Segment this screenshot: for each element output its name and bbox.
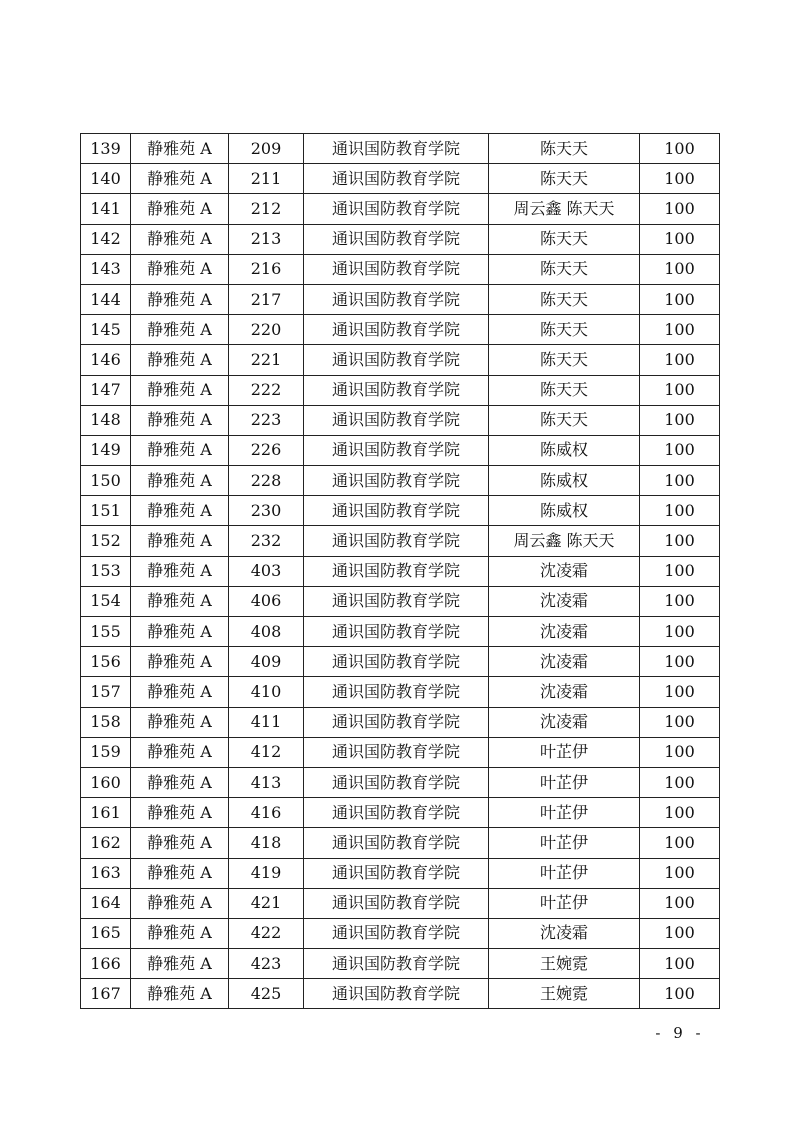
table-row	[81, 737, 720, 767]
building-cell: 静雅苑 A	[131, 767, 229, 797]
college-cell: 通识国防教育学院	[304, 617, 489, 647]
serial-number-cell: 157	[81, 677, 131, 707]
room-number-cell: 423	[229, 949, 304, 979]
table-body	[81, 134, 720, 1009]
score-cell: 100	[640, 586, 720, 616]
serial-number-cell: 141	[81, 194, 131, 224]
table-row	[81, 315, 720, 345]
room-number-cell: 410	[229, 677, 304, 707]
counselor-cell: 叶芷伊	[489, 828, 640, 858]
score-cell: 100	[640, 647, 720, 677]
score-cell: 100	[640, 526, 720, 556]
college-cell: 通识国防教育学院	[304, 798, 489, 828]
building-cell: 静雅苑 A	[131, 949, 229, 979]
building-cell: 静雅苑 A	[131, 496, 229, 526]
serial-number-cell: 150	[81, 466, 131, 496]
score-cell: 100	[640, 435, 720, 465]
score-cell: 100	[640, 194, 720, 224]
college-cell: 通识国防教育学院	[304, 375, 489, 405]
dormitory-score-table	[80, 133, 720, 1009]
serial-number-cell: 159	[81, 737, 131, 767]
score-cell: 100	[640, 737, 720, 767]
room-number-cell: 409	[229, 647, 304, 677]
serial-number-cell: 153	[81, 556, 131, 586]
serial-number-cell: 164	[81, 888, 131, 918]
score-cell: 100	[640, 466, 720, 496]
counselor-cell: 沈凌霜	[489, 677, 640, 707]
serial-number-cell: 142	[81, 224, 131, 254]
counselor-cell: 沈凌霜	[489, 918, 640, 948]
building-cell: 静雅苑 A	[131, 617, 229, 647]
table-row	[81, 828, 720, 858]
score-cell: 100	[640, 888, 720, 918]
serial-number-cell: 145	[81, 315, 131, 345]
counselor-cell: 周云鑫 陈天天	[489, 194, 640, 224]
room-number-cell: 418	[229, 828, 304, 858]
building-cell: 静雅苑 A	[131, 284, 229, 314]
score-cell: 100	[640, 979, 720, 1009]
serial-number-cell: 161	[81, 798, 131, 828]
table-row	[81, 647, 720, 677]
building-cell: 静雅苑 A	[131, 737, 229, 767]
score-cell: 100	[640, 798, 720, 828]
serial-number-cell: 147	[81, 375, 131, 405]
serial-number-cell: 166	[81, 949, 131, 979]
college-cell: 通识国防教育学院	[304, 828, 489, 858]
college-cell: 通识国防教育学院	[304, 164, 489, 194]
room-number-cell: 221	[229, 345, 304, 375]
counselor-cell: 陈天天	[489, 254, 640, 284]
score-cell: 100	[640, 496, 720, 526]
serial-number-cell: 152	[81, 526, 131, 556]
page-number: - 9 -	[655, 1024, 705, 1042]
score-cell: 100	[640, 375, 720, 405]
score-cell: 100	[640, 134, 720, 164]
table-row	[81, 888, 720, 918]
table-row	[81, 918, 720, 948]
building-cell: 静雅苑 A	[131, 647, 229, 677]
counselor-cell: 陈天天	[489, 164, 640, 194]
counselor-cell: 陈威权	[489, 466, 640, 496]
college-cell: 通识国防教育学院	[304, 647, 489, 677]
counselor-cell: 陈威权	[489, 496, 640, 526]
college-cell: 通识国防教育学院	[304, 888, 489, 918]
score-cell: 100	[640, 345, 720, 375]
counselor-cell: 周云鑫 陈天天	[489, 526, 640, 556]
building-cell: 静雅苑 A	[131, 466, 229, 496]
score-cell: 100	[640, 284, 720, 314]
building-cell: 静雅苑 A	[131, 586, 229, 616]
table-row	[81, 194, 720, 224]
table-row	[81, 798, 720, 828]
serial-number-cell: 140	[81, 164, 131, 194]
table-row	[81, 405, 720, 435]
counselor-cell: 沈凌霜	[489, 556, 640, 586]
building-cell: 静雅苑 A	[131, 677, 229, 707]
college-cell: 通识国防教育学院	[304, 345, 489, 375]
room-number-cell: 422	[229, 918, 304, 948]
college-cell: 通识国防教育学院	[304, 677, 489, 707]
serial-number-cell: 149	[81, 435, 131, 465]
counselor-cell: 叶芷伊	[489, 858, 640, 888]
college-cell: 通识国防教育学院	[304, 496, 489, 526]
serial-number-cell: 139	[81, 134, 131, 164]
serial-number-cell: 148	[81, 405, 131, 435]
building-cell: 静雅苑 A	[131, 888, 229, 918]
serial-number-cell: 155	[81, 617, 131, 647]
serial-number-cell: 162	[81, 828, 131, 858]
building-cell: 静雅苑 A	[131, 798, 229, 828]
table-row	[81, 496, 720, 526]
table-row	[81, 707, 720, 737]
building-cell: 静雅苑 A	[131, 858, 229, 888]
score-cell: 100	[640, 828, 720, 858]
table-row	[81, 677, 720, 707]
table-row	[81, 949, 720, 979]
room-number-cell: 216	[229, 254, 304, 284]
counselor-cell: 叶芷伊	[489, 767, 640, 797]
score-cell: 100	[640, 224, 720, 254]
room-number-cell: 223	[229, 405, 304, 435]
room-number-cell: 425	[229, 979, 304, 1009]
counselor-cell: 沈凌霜	[489, 617, 640, 647]
college-cell: 通识国防教育学院	[304, 707, 489, 737]
building-cell: 静雅苑 A	[131, 556, 229, 586]
serial-number-cell: 151	[81, 496, 131, 526]
building-cell: 静雅苑 A	[131, 707, 229, 737]
counselor-cell: 叶芷伊	[489, 737, 640, 767]
counselor-cell: 陈威权	[489, 435, 640, 465]
counselor-cell: 陈天天	[489, 345, 640, 375]
table-row	[81, 979, 720, 1009]
college-cell: 通识国防教育学院	[304, 949, 489, 979]
counselor-cell: 叶芷伊	[489, 798, 640, 828]
serial-number-cell: 156	[81, 647, 131, 677]
building-cell: 静雅苑 A	[131, 979, 229, 1009]
building-cell: 静雅苑 A	[131, 435, 229, 465]
college-cell: 通识国防教育学院	[304, 979, 489, 1009]
counselor-cell: 沈凌霜	[489, 707, 640, 737]
room-number-cell: 228	[229, 466, 304, 496]
serial-number-cell: 146	[81, 345, 131, 375]
room-number-cell: 411	[229, 707, 304, 737]
college-cell: 通识国防教育学院	[304, 224, 489, 254]
counselor-cell: 陈天天	[489, 315, 640, 345]
table-row	[81, 254, 720, 284]
building-cell: 静雅苑 A	[131, 254, 229, 284]
serial-number-cell: 167	[81, 979, 131, 1009]
score-cell: 100	[640, 617, 720, 647]
room-number-cell: 408	[229, 617, 304, 647]
table-row	[81, 858, 720, 888]
room-number-cell: 419	[229, 858, 304, 888]
college-cell: 通识国防教育学院	[304, 134, 489, 164]
table-row	[81, 345, 720, 375]
room-number-cell: 217	[229, 284, 304, 314]
building-cell: 静雅苑 A	[131, 164, 229, 194]
score-cell: 100	[640, 405, 720, 435]
building-cell: 静雅苑 A	[131, 194, 229, 224]
college-cell: 通识国防教育学院	[304, 918, 489, 948]
room-number-cell: 220	[229, 315, 304, 345]
building-cell: 静雅苑 A	[131, 526, 229, 556]
score-cell: 100	[640, 949, 720, 979]
building-cell: 静雅苑 A	[131, 345, 229, 375]
serial-number-cell: 160	[81, 767, 131, 797]
serial-number-cell: 144	[81, 284, 131, 314]
table-row	[81, 617, 720, 647]
college-cell: 通识国防教育学院	[304, 435, 489, 465]
college-cell: 通识国防教育学院	[304, 556, 489, 586]
room-number-cell: 211	[229, 164, 304, 194]
room-number-cell: 209	[229, 134, 304, 164]
room-number-cell: 406	[229, 586, 304, 616]
room-number-cell: 413	[229, 767, 304, 797]
serial-number-cell: 154	[81, 586, 131, 616]
college-cell: 通识国防教育学院	[304, 858, 489, 888]
college-cell: 通识国防教育学院	[304, 405, 489, 435]
building-cell: 静雅苑 A	[131, 828, 229, 858]
counselor-cell: 陈天天	[489, 134, 640, 164]
college-cell: 通识国防教育学院	[304, 284, 489, 314]
table-row	[81, 224, 720, 254]
room-number-cell: 226	[229, 435, 304, 465]
room-number-cell: 232	[229, 526, 304, 556]
serial-number-cell: 143	[81, 254, 131, 284]
score-cell: 100	[640, 254, 720, 284]
room-number-cell: 222	[229, 375, 304, 405]
counselor-cell: 叶芷伊	[489, 888, 640, 918]
building-cell: 静雅苑 A	[131, 405, 229, 435]
college-cell: 通识国防教育学院	[304, 526, 489, 556]
serial-number-cell: 158	[81, 707, 131, 737]
room-number-cell: 230	[229, 496, 304, 526]
table-row	[81, 134, 720, 164]
serial-number-cell: 163	[81, 858, 131, 888]
college-cell: 通识国防教育学院	[304, 737, 489, 767]
college-cell: 通识国防教育学院	[304, 194, 489, 224]
score-cell: 100	[640, 707, 720, 737]
score-cell: 100	[640, 767, 720, 797]
score-cell: 100	[640, 164, 720, 194]
counselor-cell: 王婉霓	[489, 949, 640, 979]
college-cell: 通识国防教育学院	[304, 767, 489, 797]
college-cell: 通识国防教育学院	[304, 254, 489, 284]
score-cell: 100	[640, 556, 720, 586]
table-row	[81, 164, 720, 194]
building-cell: 静雅苑 A	[131, 315, 229, 345]
counselor-cell: 沈凌霜	[489, 647, 640, 677]
table-row	[81, 556, 720, 586]
building-cell: 静雅苑 A	[131, 134, 229, 164]
building-cell: 静雅苑 A	[131, 918, 229, 948]
room-number-cell: 416	[229, 798, 304, 828]
table-row	[81, 375, 720, 405]
table-row	[81, 466, 720, 496]
score-cell: 100	[640, 918, 720, 948]
counselor-cell: 陈天天	[489, 224, 640, 254]
score-cell: 100	[640, 858, 720, 888]
college-cell: 通识国防教育学院	[304, 586, 489, 616]
room-number-cell: 412	[229, 737, 304, 767]
counselor-cell: 沈凌霜	[489, 586, 640, 616]
room-number-cell: 421	[229, 888, 304, 918]
table-row	[81, 767, 720, 797]
college-cell: 通识国防教育学院	[304, 315, 489, 345]
room-number-cell: 403	[229, 556, 304, 586]
table-row	[81, 526, 720, 556]
score-cell: 100	[640, 677, 720, 707]
building-cell: 静雅苑 A	[131, 375, 229, 405]
room-number-cell: 213	[229, 224, 304, 254]
score-cell: 100	[640, 315, 720, 345]
counselor-cell: 陈天天	[489, 405, 640, 435]
counselor-cell: 陈天天	[489, 284, 640, 314]
table-row	[81, 586, 720, 616]
counselor-cell: 陈天天	[489, 375, 640, 405]
college-cell: 通识国防教育学院	[304, 466, 489, 496]
counselor-cell: 王婉霓	[489, 979, 640, 1009]
serial-number-cell: 165	[81, 918, 131, 948]
table-row	[81, 284, 720, 314]
table-row	[81, 435, 720, 465]
room-number-cell: 212	[229, 194, 304, 224]
building-cell: 静雅苑 A	[131, 224, 229, 254]
